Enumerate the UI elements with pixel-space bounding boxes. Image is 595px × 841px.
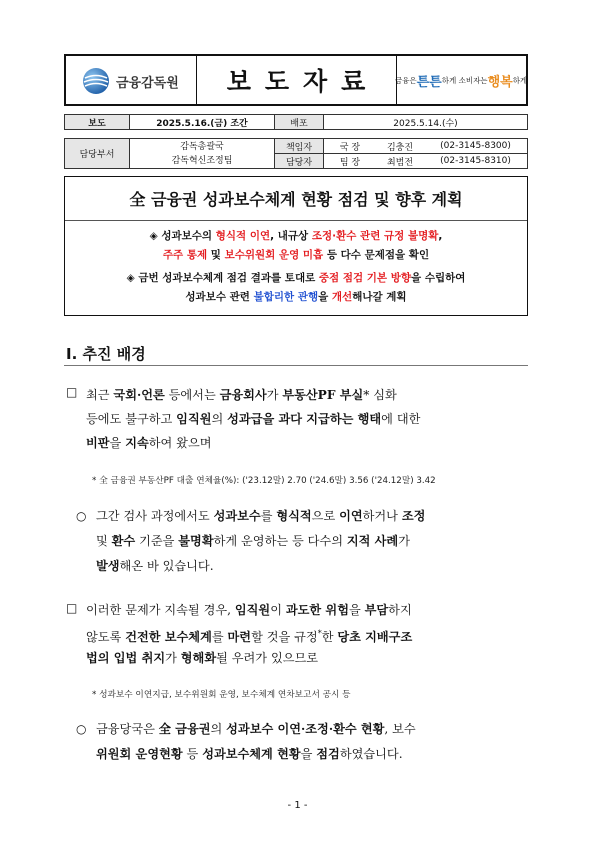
dept-line: 감독혁신조정팀 [171, 155, 233, 166]
paragraph-4-line-1: 금융당국은 全 금융권의 성과보수 이연·조정·환수 현황, 보수 [96, 722, 416, 736]
summary-bullet-1-line-1: ◈ 성과보수의 형식적 이연, 내규상 조정·환수 관련 규정 불명확, [149, 230, 443, 242]
circle-bullet-icon: ○ [76, 509, 87, 523]
footnote-2: * 성과보수 이연지급, 보수위원회 운영, 보수체계 연차보고서 공시 등 [92, 690, 351, 700]
release-table [64, 114, 528, 130]
section-divider [64, 365, 528, 366]
slogan-part: 하게 [512, 75, 528, 85]
contact-name: 김충진 [376, 139, 424, 154]
slogan-part: 하게 소비자는 [441, 75, 488, 85]
paragraph-3-line-3: 법의 입법 취지가 형해화될 우려가 있으므로 [86, 651, 319, 665]
paragraph-1-line-3: 비판을 지속하여 왔으며 [86, 436, 212, 450]
summary-bullet-2-line-1: ◈ 금번 성과보수체계 점검 결과를 토대로 중점 점검 기본 방향을 수립하여 [126, 272, 466, 284]
paragraph-2-line-2: 및 환수 기준을 불명확하게 운영하는 등 다수의 지적 사례가 [96, 534, 410, 548]
report-date: 2025.5.16.(금) 조간 [130, 115, 275, 130]
contact-role: 담당자 [275, 154, 324, 169]
square-bullet-icon: □ [66, 601, 78, 615]
footnote-1: * 全 금융권 부동산PF 대출 연체율(%): ('23.12말) 2.70 ('24.6말) 3.56 ('24.12말) 3.42 [92, 476, 436, 486]
org-name: 금융감독원 [116, 76, 179, 91]
report-label: 보도 [65, 115, 130, 130]
press-release-header [64, 54, 528, 106]
headline-title: 全 금융권 성과보수체계 현황 점검 및 향후 계획 [129, 190, 463, 209]
dept-label: 담당부서 [65, 139, 130, 169]
distribution-date: 2025.5.14.(수) [324, 115, 528, 130]
summary-bullet-2-line-2: 성과보수 관련 불합리한 관행을 개선해나갈 계획 [185, 291, 407, 303]
globe-logo-icon [82, 67, 110, 95]
square-bullet-icon: □ [66, 385, 78, 399]
paragraph-3-line-1: 이러한 문제가 지속될 경우, 임직원이 과도한 위험을 부담하지 [86, 603, 412, 617]
paragraph-2-line-3: 발생해온 바 있습니다. [96, 559, 214, 573]
slogan-emphasis: 튼튼 [416, 74, 442, 90]
dept-name [130, 139, 275, 169]
contact-title: 팀 장 [324, 154, 377, 169]
doc-title-cell [196, 56, 397, 104]
doc-title: 보도자료 [226, 67, 380, 96]
paragraph-1-line-2: 등에도 불구하고 임직원의 성과급을 과다 지급하는 행태에 대한 [86, 412, 421, 426]
headline-box [64, 176, 528, 316]
distribution-label: 배포 [275, 115, 324, 130]
contact-table [64, 138, 528, 169]
headline-divider [65, 220, 527, 221]
summary-bullet-1-line-2: 주주 통제 및 보수위원회 운영 미흡 등 다수 문제점을 확인 [162, 249, 430, 261]
paragraph-4-line-2: 위원회 운영현황 등 성과보수체계 현황을 점검하였습니다. [96, 747, 403, 761]
fss-logo [66, 56, 197, 104]
contact-role: 책임자 [275, 139, 324, 154]
page-number: - 1 - [287, 800, 308, 811]
slogan [396, 56, 526, 104]
contact-name: 최범전 [376, 154, 424, 169]
contact-phone: (02-3145-8300) [424, 139, 528, 154]
paragraph-2-line-1: 그간 검사 과정에서도 성과보수를 형식적으로 이연하거나 조정 [96, 509, 426, 523]
contact-title: 국 장 [324, 139, 377, 154]
dept-line: 감독총괄국 [180, 141, 224, 152]
slogan-emphasis: 행복 [487, 74, 513, 90]
section-title: Ⅰ. 추진 배경 [66, 345, 146, 363]
paragraph-1-line-1: 최근 국회·언론 등에서는 금융회사가 부동산PF 부실* 심화 [86, 388, 397, 402]
paragraph-3-line-2: 않도록 건전한 보수체계를 마련할 것을 규정*한 당초 지배구조 [86, 629, 413, 645]
contact-phone: (02-3145-8310) [424, 154, 528, 169]
circle-bullet-icon: ○ [76, 722, 87, 736]
slogan-part: 금융은 [394, 75, 417, 85]
